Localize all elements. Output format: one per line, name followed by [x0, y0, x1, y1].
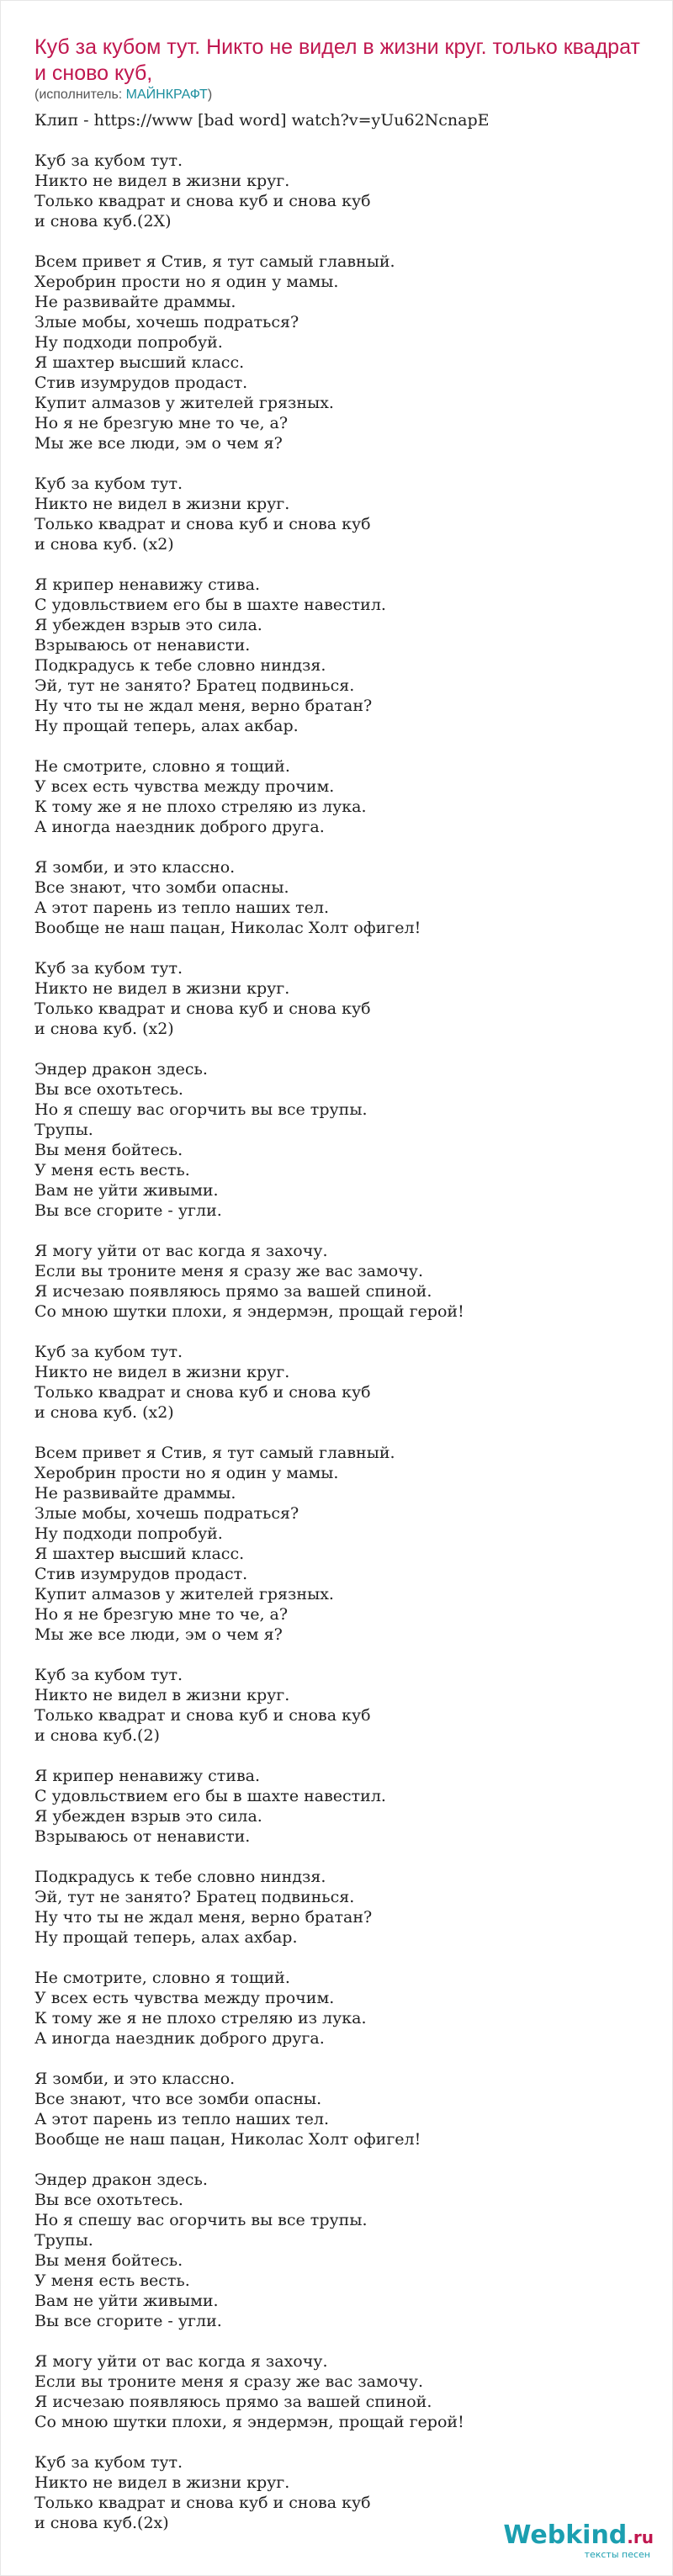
lyric-line: А иногда наездник доброго друга. [34, 2029, 325, 2048]
stanza-list [34, 151, 657, 2533]
lyric-line: У меня есть весть. [34, 1161, 190, 1179]
lyric-line: Никто не видел в жизни круг. [34, 1363, 290, 1381]
lyric-line: Купит алмазов у жителей грязных. [34, 394, 334, 412]
webkind-logo[interactable] [503, 2522, 654, 2560]
lyrics-stanza [34, 857, 657, 938]
lyric-line: У всех есть чувства между прочим. [34, 777, 335, 796]
lyric-line: Вообще не наш пацан, Николас Холт офигел! [34, 2130, 421, 2149]
lyric-line: Ну что ты не ждал меня, верно братан? [34, 1908, 373, 1927]
lyric-line: Подкрадусь к тебе словно ниндзя. [34, 656, 326, 675]
lyric-line: Куб за кубом тут. [34, 1666, 183, 1684]
lyric-line: Никто не видел в жизни круг. [34, 495, 290, 513]
lyric-line: и снова куб.(2) [34, 1726, 160, 1745]
artist-suffix: ) [207, 87, 213, 102]
lyric-line: Я шахтер высший класс. [34, 353, 245, 372]
artist-link[interactable]: МАЙНКРАФТ [125, 87, 208, 102]
lyric-line: Все знают, что все зомби опасны. [34, 2090, 322, 2108]
lyric-line: Я исчезаю появляюсь прямо за вашей спиной. [34, 1282, 432, 1301]
lyric-line: Херобрин прости но я один у мамы. [34, 1464, 339, 1482]
logo-subtitle: тексты песен [584, 2549, 650, 2560]
lyric-line: Со мною шутки плохи, я эндермэн, прощай герой! [34, 2413, 464, 2431]
lyric-line: Стив изумрудов продаст. [34, 374, 248, 392]
lyrics-stanza [34, 2351, 657, 2432]
lyric-line: Эй, тут не занято? Братец подвинься. [34, 1888, 355, 1906]
lyric-line: Трупы. [34, 2231, 93, 2250]
lyric-line: Я шахтер высший класс. [34, 1545, 245, 1563]
lyric-line: Только квадрат и снова куб и снова куб [34, 999, 371, 1018]
lyric-line: Ну прощай теперь, алах акбар. [34, 717, 299, 735]
lyric-line: Злые мобы, хочешь подраться? [34, 1504, 299, 1523]
lyric-line: Я могу уйти от вас когда я захочу. [34, 2352, 328, 2371]
lyric-line: Если вы троните меня я сразу же вас замочу. [34, 2372, 423, 2391]
lyric-line: и снова куб.(2Х) [34, 212, 172, 231]
lyric-line: Херобрин прости но я один у мамы. [34, 273, 339, 291]
lyric-line: Я крипер ненавижу стива. [34, 575, 261, 594]
lyric-line: Я убежден взрыв это сила. [34, 616, 262, 634]
lyric-line: Никто не видел в жизни круг. [34, 2473, 290, 2492]
lyric-line: Никто не видел в жизни круг. [34, 172, 290, 190]
lyric-line: Куб за кубом тут. [34, 959, 183, 978]
lyric-line: Вы все сгорите - угли. [34, 1201, 222, 1220]
logo-web-text: Web [503, 2520, 566, 2550]
lyric-line: Вообще не наш пацан, Николас Холт офигел! [34, 919, 421, 937]
lyric-line: Куб за кубом тут. [34, 474, 183, 493]
lyrics-stanza [34, 2170, 657, 2331]
lyric-line: Злые мобы, хочешь подраться? [34, 313, 299, 331]
lyric-line: А иногда наездник доброго друга. [34, 818, 325, 836]
lyrics-stanza [34, 1443, 657, 1645]
lyric-line: У всех есть чувства между прочим. [34, 1989, 335, 2007]
clip-line: Клип - https://www [bad word] watch?v=yUu62NcnapE [34, 111, 490, 130]
lyric-line: Мы же все люди, эм о чем я? [34, 1625, 283, 1644]
lyric-line: Вам не уйти живыми. [34, 1181, 219, 1200]
lyric-line: Я исчезаю появляюсь прямо за вашей спиной. [34, 2393, 432, 2411]
lyric-line: Не смотрите, словно я тощий. [34, 757, 290, 776]
lyric-line: Я убежден взрыв это сила. [34, 1807, 262, 1826]
lyrics-stanza [34, 474, 657, 554]
lyric-line: Ну подходи попробуй. [34, 333, 223, 352]
lyric-line: Эй, тут не занято? Братец подвинься. [34, 676, 355, 695]
lyric-line: Не развивайте драммы. [34, 1484, 236, 1503]
lyric-line: Вам не уйти живыми. [34, 2292, 219, 2310]
lyric-line: Вы все охотьтесь. [34, 1080, 183, 1099]
lyric-line: Подкрадусь к тебе словно ниндзя. [34, 1868, 326, 1886]
lyric-line: Куб за кубом тут. [34, 151, 183, 170]
song-title: Куб за кубом тут. Никто не видел в жизни круг. только квадрат и сново куб, [34, 35, 640, 85]
artist-line [34, 87, 657, 103]
lyrics-stanza [34, 1241, 657, 1322]
lyric-line: и снова куб. (х2) [34, 535, 174, 554]
lyric-line: Но я спешу вас огорчить вы все трупы. [34, 2211, 368, 2229]
lyric-line: Но я не брезгую мне то че, а? [34, 1605, 289, 1624]
lyric-line: Эндер дракон здесь. [34, 2171, 208, 2189]
artist-prefix: (исполнитель: [34, 87, 126, 102]
lyric-line: Но я спешу вас огорчить вы все трупы. [34, 1100, 368, 1119]
lyric-line: Только квадрат и снова куб и снова куб [34, 1383, 371, 1402]
lyric-line: Взрываюсь от ненависти. [34, 1827, 251, 1846]
lyric-line: У меня есть весть. [34, 2271, 190, 2290]
lyric-line: Мы же все люди, эм о чем я? [34, 434, 283, 453]
lyric-line: К тому же я не плохо стреляю из лука. [34, 798, 367, 816]
lyric-line: Ну прощай теперь, алах ахбар. [34, 1928, 298, 1947]
lyric-line: Всем привет я Стив, я тут самый главный. [34, 252, 395, 271]
lyric-line: Только квадрат и снова куб и снова куб [34, 2494, 371, 2512]
lyric-line: Вы все сгорите - угли. [34, 2312, 222, 2330]
lyrics-stanza [34, 1665, 657, 1746]
lyric-line: Не развивайте драммы. [34, 293, 236, 311]
lyrics-stanza [34, 958, 657, 1039]
logo-ru-text: .ru [627, 2527, 654, 2547]
lyric-line: Если вы троните меня я сразу же вас замочу. [34, 1262, 423, 1280]
lyrics-stanza [34, 1342, 657, 1423]
lyric-line: Все знают, что зомби опасны. [34, 878, 289, 897]
lyric-line: Я крипер ненавижу стива. [34, 1767, 261, 1785]
lyric-line: и снова куб. (х2) [34, 1403, 174, 1422]
lyric-line: Вы все охотьтесь. [34, 2191, 183, 2209]
lyric-line: Только квадрат и снова куб и снова куб [34, 192, 371, 210]
lyric-line: Никто не видел в жизни круг. [34, 1686, 290, 1704]
lyric-line: Всем привет я Стив, я тут самый главный. [34, 1444, 395, 1462]
lyric-line: Не смотрите, словно я тощий. [34, 1969, 290, 1987]
lyrics-stanza [34, 575, 657, 736]
lyrics-stanza [34, 756, 657, 837]
lyrics-stanza [34, 252, 657, 453]
lyric-line: Куб за кубом тут. [34, 2453, 183, 2472]
lyrics-stanza [34, 1968, 657, 2049]
lyric-line: Эндер дракон здесь. [34, 1060, 208, 1079]
lyric-line: и снова куб.(2х) [34, 2514, 169, 2532]
lyric-line: Я зомби, и это классно. [34, 858, 236, 877]
lyric-line: Вы меня бойтесь. [34, 1141, 183, 1159]
lyrics-stanza [34, 151, 657, 231]
lyric-line: и снова куб. (х2) [34, 1020, 174, 1038]
lyric-line: А этот парень из тепло наших тел. [34, 2110, 329, 2128]
lyric-line: Купит алмазов у жителей грязных. [34, 1585, 334, 1603]
lyric-line: Только квадрат и снова куб и снова куб [34, 1706, 371, 1725]
lyric-line: Взрываюсь от ненависти. [34, 636, 251, 655]
lyric-line: Ну подходи попробуй. [34, 1524, 223, 1543]
lyric-line: Ну что ты не ждал меня, верно братан? [34, 697, 373, 715]
lyric-line: Никто не видел в жизни круг. [34, 979, 290, 998]
lyric-line: Трупы. [34, 1121, 93, 1139]
lyric-line: С удовльствием его бы в шахте навестил. [34, 1787, 386, 1805]
logo-wordmark [503, 2522, 654, 2551]
lyric-line: Я зомби, и это классно. [34, 2070, 236, 2088]
lyric-line: С удовльствием его бы в шахте навестил. [34, 596, 386, 614]
lyric-line: А этот парень из тепло наших тел. [34, 898, 329, 917]
lyrics-stanza [34, 1059, 657, 1221]
lyric-line: Я могу уйти от вас когда я захочу. [34, 1242, 328, 1260]
lyrics [34, 110, 657, 2553]
lyrics-stanza [34, 1766, 657, 1847]
lyric-line: Стив изумрудов продаст. [34, 1565, 248, 1583]
lyric-line: Только квадрат и снова куб и снова куб [34, 515, 371, 533]
lyric-line: Но я не брезгую мне то че, а? [34, 414, 289, 432]
lyric-line: Куб за кубом тут. [34, 1343, 183, 1361]
lyric-line: К тому же я не плохо стреляю из лука. [34, 2009, 367, 2027]
lyrics-stanza [34, 2069, 657, 2149]
logo-kind-text: kind [565, 2520, 628, 2550]
lyric-line: Со мною шутки плохи, я эндермэн, прощай герой! [34, 1302, 464, 1321]
lyric-line: Вы меня бойтесь. [34, 2251, 183, 2270]
lyrics-stanza [34, 1867, 657, 1948]
song-header [34, 34, 657, 103]
